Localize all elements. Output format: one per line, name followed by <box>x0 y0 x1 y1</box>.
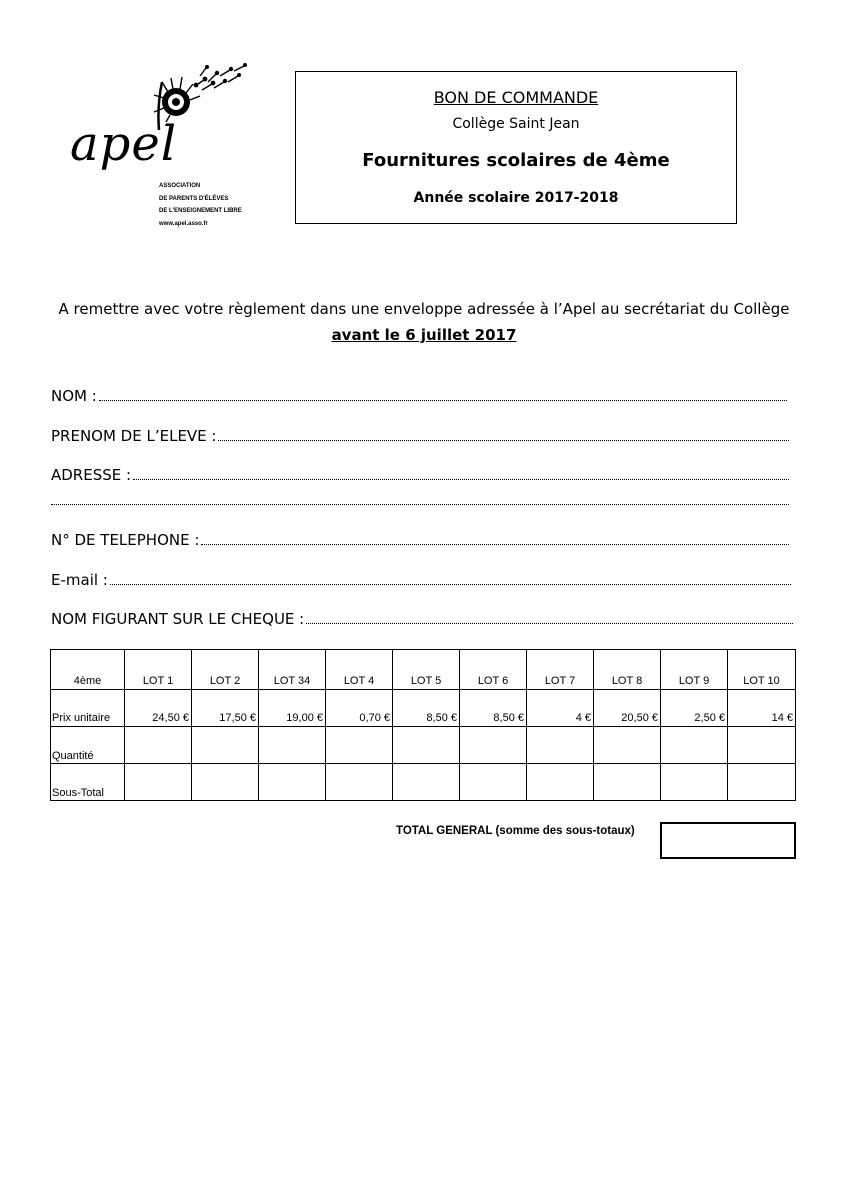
lot-header: LOT 10 <box>728 650 796 690</box>
price-cell: 14 € <box>728 690 796 727</box>
quantity-cell[interactable] <box>125 727 192 764</box>
adresse-label: ADRESSE : <box>51 466 132 484</box>
table-header-row <box>51 650 796 690</box>
subtotal-row <box>51 764 796 801</box>
nom-field[interactable] <box>51 386 787 406</box>
subtotal-cell[interactable] <box>661 764 728 801</box>
lot-header: LOT 4 <box>326 650 393 690</box>
price-cell: 4 € <box>527 690 594 727</box>
nom-input-line[interactable] <box>99 386 787 401</box>
table-corner-cell: 4ème <box>51 650 125 690</box>
logo-subtitle <box>159 180 242 230</box>
quantity-row-label: Quantité <box>51 727 125 764</box>
total-input-box[interactable] <box>660 822 796 859</box>
header-box <box>295 71 737 224</box>
prenom-input-line[interactable] <box>218 426 789 441</box>
adresse-input-line[interactable] <box>133 465 789 480</box>
subtotal-cell[interactable] <box>460 764 527 801</box>
lot-header: LOT 6 <box>460 650 527 690</box>
quantity-cell[interactable] <box>594 727 661 764</box>
quantity-cell[interactable] <box>326 727 393 764</box>
quantity-cell[interactable] <box>259 727 326 764</box>
subtotal-cell[interactable] <box>125 764 192 801</box>
email-field[interactable] <box>51 570 791 590</box>
price-cell: 2,50 € <box>661 690 728 727</box>
price-cell: 8,50 € <box>393 690 460 727</box>
subtotal-cell[interactable] <box>527 764 594 801</box>
telephone-field[interactable] <box>51 530 789 550</box>
price-cell: 8,50 € <box>460 690 527 727</box>
adresse-field[interactable] <box>51 465 789 485</box>
telephone-label: N° DE TELEPHONE : <box>51 531 200 549</box>
cheque-label: NOM FIGURANT SUR LE CHEQUE : <box>51 610 305 628</box>
instructions-text: A remettre avec votre règlement dans une enveloppe adressée à l’Apel au secrétariat du Collège <box>58 300 790 318</box>
price-cell: 0,70 € <box>326 690 393 727</box>
logo-subtitle-line: www.apel.asso.fr <box>159 220 208 227</box>
price-cell: 20,50 € <box>594 690 661 727</box>
price-cell: 24,50 € <box>125 690 192 727</box>
quantity-cell[interactable] <box>393 727 460 764</box>
lot-header: LOT 7 <box>527 650 594 690</box>
header-title: BON DE COMMANDE <box>433 88 599 107</box>
prenom-label: PRENOM DE L’ELEVE : <box>51 427 217 445</box>
logo-subtitle-line: DE PARENTS D'ÉLÈVES <box>159 195 229 202</box>
quantity-cell[interactable] <box>728 727 796 764</box>
apel-logo <box>66 62 266 232</box>
logo-wordmark: apel <box>70 116 178 172</box>
nom-label: NOM : <box>51 387 97 405</box>
order-table <box>50 649 796 801</box>
lot-header: LOT 2 <box>192 650 259 690</box>
lot-header: LOT 9 <box>661 650 728 690</box>
logo-subtitle-line: DE L'ENSEIGNEMENT LIBRE <box>159 208 242 214</box>
email-input-line[interactable] <box>110 570 791 585</box>
cheque-field[interactable] <box>51 609 793 629</box>
subtotal-cell[interactable] <box>594 764 661 801</box>
cheque-input-line[interactable] <box>306 609 793 624</box>
quantity-cell[interactable] <box>661 727 728 764</box>
logo-stem-icon <box>156 82 164 130</box>
logo-subtitle-line: ASSOCIATION <box>159 183 201 189</box>
subtotal-row-label: Sous-Total <box>51 764 125 801</box>
total-label: TOTAL GENERAL (somme des sous-totaux) <box>396 825 635 837</box>
subtotal-cell[interactable] <box>393 764 460 801</box>
price-cell: 19,00 € <box>259 690 326 727</box>
subtotal-cell[interactable] <box>326 764 393 801</box>
price-row <box>51 690 796 727</box>
adresse-input-line-2[interactable] <box>51 490 789 505</box>
subtotal-cell[interactable] <box>192 764 259 801</box>
lot-header: LOT 8 <box>594 650 661 690</box>
header-subject: Fournitures scolaires de 4ème <box>362 150 670 171</box>
deadline-text: avant le 6 juillet 2017 <box>331 326 517 344</box>
adresse-line-2[interactable] <box>51 490 789 510</box>
subtotal-cell[interactable] <box>728 764 796 801</box>
header-year: Année scolaire 2017-2018 <box>413 190 619 206</box>
quantity-cell[interactable] <box>527 727 594 764</box>
quantity-cell[interactable] <box>460 727 527 764</box>
price-row-label: Prix unitaire <box>51 690 125 727</box>
quantity-cell[interactable] <box>192 727 259 764</box>
lot-header: LOT 34 <box>259 650 326 690</box>
price-cell: 17,50 € <box>192 690 259 727</box>
lot-header: LOT 5 <box>393 650 460 690</box>
prenom-field[interactable] <box>51 426 789 446</box>
header-school: Collège Saint Jean <box>452 116 580 132</box>
lot-header: LOT 1 <box>125 650 192 690</box>
subtotal-cell[interactable] <box>259 764 326 801</box>
email-label: E-mail : <box>51 571 108 589</box>
telephone-input-line[interactable] <box>201 530 789 545</box>
quantity-row <box>51 727 796 764</box>
